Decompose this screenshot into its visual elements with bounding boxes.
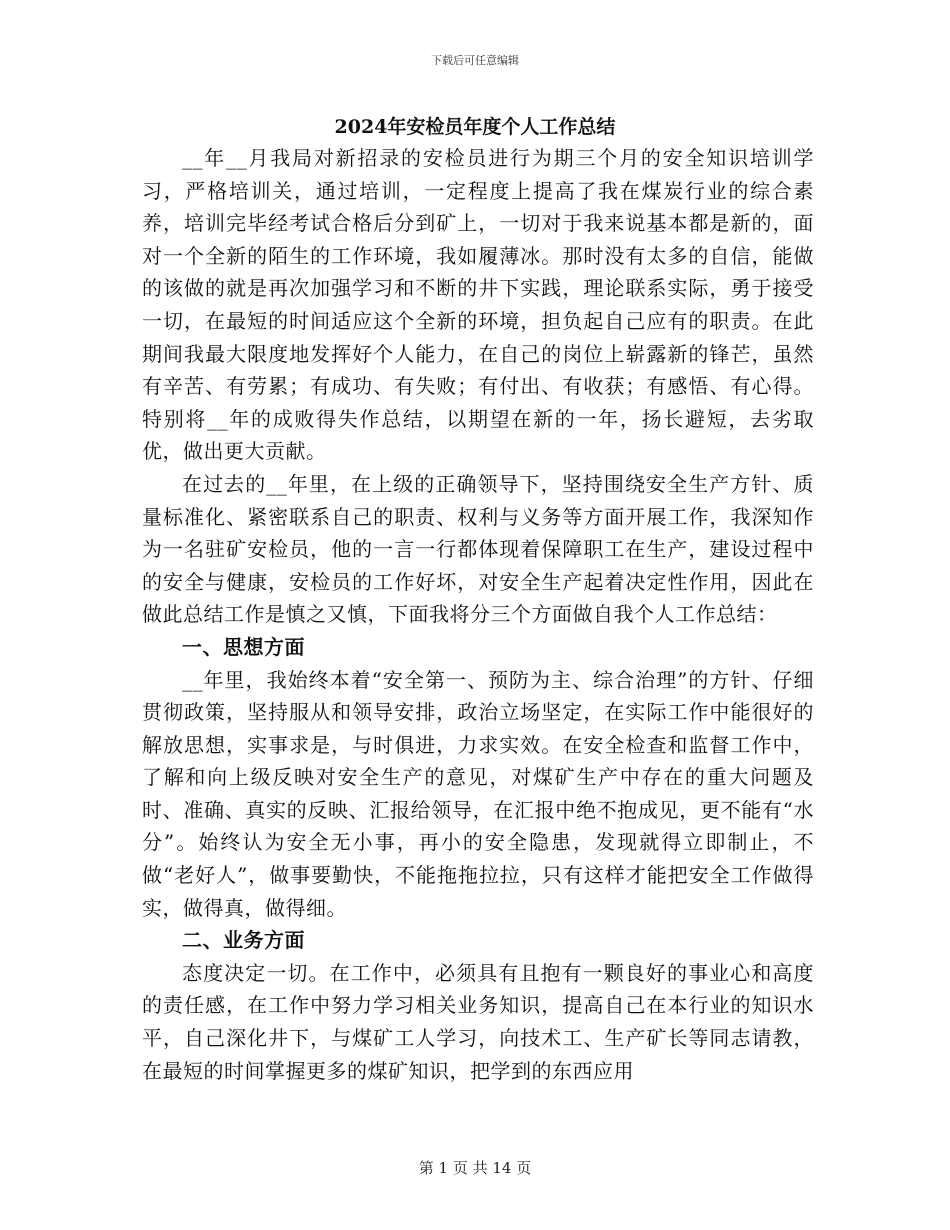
- page-number: 第 1 页 共 14 页: [418, 1159, 532, 1177]
- paragraph-business: 态度决定一切。在工作中，必须具有且抱有一颗良好的事业心和高度的责任感，在工作中努力学习相关业务知识，提高自己在本行业的知识水平，自己深化井下，与煤矿工人学习，向技术工、生产矿长等同志请教，在最短的时间掌握更多的煤矿知识，把学到的东西应用: [142, 960, 814, 1083]
- paragraph-intro: __年__月我局对新招录的安检员进行为期三个月的安全知识培训学习，严格培训关，通过培训，一定程度上提高了我在煤炭行业的综合素养，培训完毕经考试合格后分到矿上，一切对于我来说基本都是新的，面对一个全新的陌生的工作环境，我如履薄冰。那时没有太多的自信，能做的该做的就是再次加强学习和不断的井下实践，理论联系实际，勇于接受一切，在最短的时间适应这个全新的环境，担负起自己应有的职责。在此期间我最大限度地发挥好个人能力，在自己的岗位上崭露新的锋芒，虽然有辛苦、有劳累；有成功、有失败；有付出、有收获；有感悟、有心得。特别将__年的成败得失作总结，以期望在新的一年，扬长避短，去劣取优，做出更大贡献。: [142, 146, 814, 464]
- paragraph-overview: 在过去的__年里，在上级的正确领导下，坚持围绕安全生产方针、质量标准化、紧密联系自己的职责、权利与义务等方面开展工作，我深知作为一名驻矿安检员，他的一言一行都体现着保障职工在生产，建设过程中的安全与健康，安检员的工作好坏，对安全生产起着决定性作用，因此在做此总结工作是慎之又慎，下面我将分三个方面做自我个人工作总结：: [142, 471, 814, 627]
- section-heading-business: 二、业务方面: [182, 928, 305, 953]
- section-heading-thought: 一、思想方面: [182, 634, 305, 659]
- document-body: [142, 142, 814, 1087]
- document-title: 2024年安检员年度个人工作总结: [334, 116, 616, 138]
- page-header-note: 下载后可任意编辑: [431, 54, 519, 67]
- paragraph-thought: __年里，我始终本着“安全第一、预防为主、综合治理”的方针、仔细贯彻政策，坚持服从和领导安排，政治立场坚定，在实际工作中能很好的解放思想，实事求是，与时俱进，力求实效。在安全检查和监督工作中，了解和向上级反映对安全生产的意见，对煤矿生产中存在的重大问题及时、准确、真实的反映、汇报给领导，在汇报中绝不抱成见，更不能有“水分”。始终认为安全无小事，再小的安全隐患，发现就得立即制止，不做“老好人”，做事要勤快，不能拖拖拉拉，只有这样才能把安全工作做得实，做得真，做得细。: [142, 667, 814, 920]
